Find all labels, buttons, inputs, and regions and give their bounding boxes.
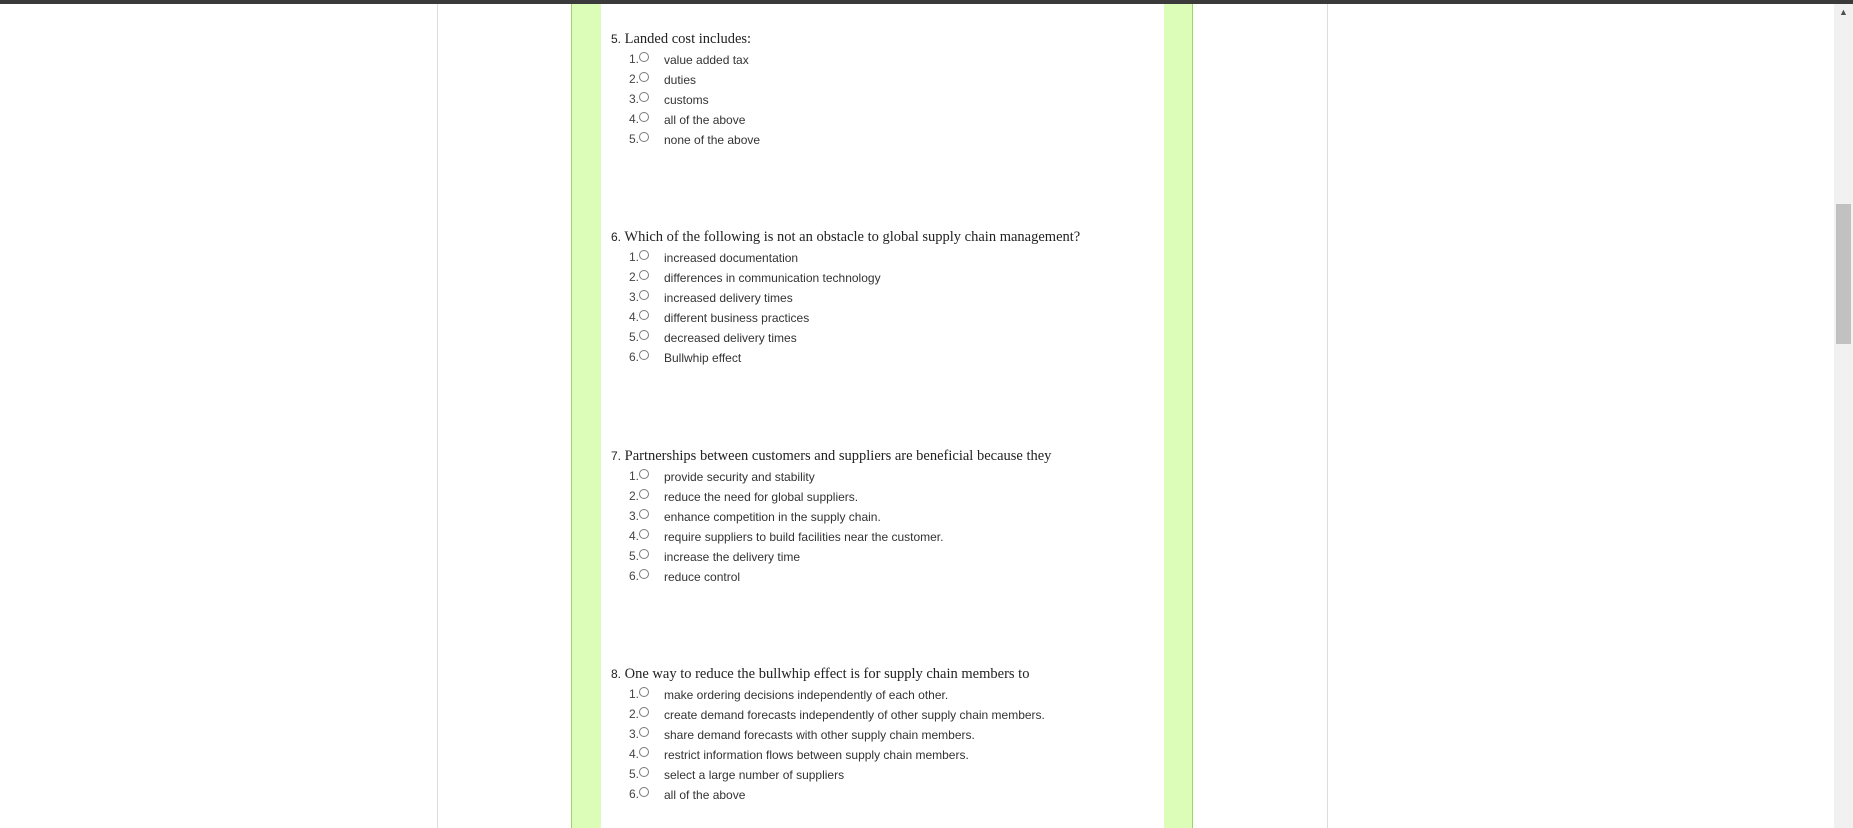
option-label[interactable]: restrict information flows between supply chain members. <box>664 748 969 762</box>
option-label[interactable]: require suppliers to build facilities near the customer. <box>664 530 944 544</box>
vertical-scrollbar[interactable] <box>1834 4 1853 828</box>
option-number: 6. <box>628 569 639 583</box>
option-number: 1. <box>628 250 639 264</box>
answer-option[interactable] <box>611 526 1051 546</box>
option-number: 3. <box>628 290 639 304</box>
radio-button[interactable] <box>639 707 649 717</box>
option-number: 1. <box>628 469 639 483</box>
option-label[interactable]: decreased delivery times <box>664 331 797 345</box>
question-text: One way to reduce the bullwhip effect is for supply chain members to <box>624 666 1030 682</box>
answer-option[interactable] <box>611 506 1051 526</box>
radio-button[interactable] <box>639 569 649 579</box>
option-number: 3. <box>628 509 639 523</box>
option-label[interactable]: customs <box>664 93 709 107</box>
question-number: 8. <box>611 667 622 681</box>
option-label[interactable]: value added tax <box>664 53 749 67</box>
option-label[interactable]: increase the delivery time <box>664 550 801 564</box>
answer-options <box>611 49 761 149</box>
question-5 <box>611 30 761 149</box>
option-label[interactable]: make ordering decisions independently of each other. <box>664 688 949 702</box>
option-number: 5. <box>628 330 639 344</box>
option-number: 4. <box>628 747 639 761</box>
green-column-left <box>571 4 601 828</box>
question-text: Partnerships between customers and suppliers are beneficial because they <box>624 448 1052 464</box>
radio-button[interactable] <box>639 310 649 320</box>
radio-button[interactable] <box>639 767 649 777</box>
option-number: 6. <box>628 787 639 801</box>
radio-button[interactable] <box>639 727 649 737</box>
answer-option[interactable] <box>611 704 1045 724</box>
question-text: Landed cost includes: <box>624 31 752 47</box>
answer-options <box>611 466 1051 586</box>
radio-button[interactable] <box>639 72 649 82</box>
answer-option[interactable] <box>611 486 1051 506</box>
question-8 <box>611 665 1045 804</box>
option-number: 1. <box>628 52 639 66</box>
answer-option[interactable] <box>611 764 1029 784</box>
option-label[interactable]: enhance competition in the supply chain. <box>664 510 881 524</box>
answer-option[interactable] <box>611 566 1051 586</box>
radio-button[interactable] <box>639 290 649 300</box>
option-label[interactable]: all of the above <box>664 788 746 802</box>
option-number: 1. <box>628 687 639 701</box>
option-label[interactable]: none of the above <box>664 133 761 147</box>
answer-option[interactable] <box>611 267 1080 287</box>
radio-button[interactable] <box>639 132 649 142</box>
option-label[interactable]: increased delivery times <box>664 291 793 305</box>
option-label[interactable]: provide security and stability <box>664 470 815 484</box>
green-column-right <box>1164 4 1193 828</box>
answer-option[interactable] <box>611 49 751 69</box>
option-number: 5. <box>628 549 639 563</box>
question-6 <box>611 228 1080 367</box>
answer-option[interactable] <box>611 684 1029 704</box>
radio-button[interactable] <box>639 489 649 499</box>
page-border-left <box>437 4 438 828</box>
answer-option[interactable] <box>611 347 1080 367</box>
answer-option[interactable] <box>611 129 761 149</box>
option-label[interactable]: all of the above <box>664 113 746 127</box>
top-bar <box>0 0 1853 4</box>
question-number: 5. <box>611 32 622 46</box>
option-number: 4. <box>628 529 639 543</box>
answer-option[interactable] <box>611 247 1080 267</box>
option-number: 2. <box>628 489 639 503</box>
answer-option[interactable] <box>611 466 1051 486</box>
option-label[interactable]: share demand forecasts with other supply chain members. <box>664 728 975 742</box>
option-number: 4. <box>628 112 639 126</box>
radio-button[interactable] <box>639 330 649 340</box>
answer-option[interactable] <box>611 287 1080 307</box>
radio-button[interactable] <box>639 469 649 479</box>
option-label[interactable]: differences in communication technology <box>664 271 881 285</box>
answer-option[interactable] <box>611 784 1029 804</box>
answer-options <box>611 247 1080 367</box>
question-number: 7. <box>611 449 622 463</box>
option-number: 2. <box>628 270 639 284</box>
radio-button[interactable] <box>639 747 649 757</box>
answer-option[interactable] <box>611 724 1029 744</box>
question-number: 6. <box>611 230 622 244</box>
option-number: 2. <box>628 707 639 721</box>
answer-option[interactable] <box>611 546 1051 566</box>
radio-button[interactable] <box>639 787 649 797</box>
scroll-up-arrow-icon[interactable]: ▲ <box>1839 7 1848 17</box>
option-label[interactable]: create demand forecasts independently of other supply chain members. <box>664 708 1045 722</box>
radio-button[interactable] <box>639 112 649 122</box>
answer-options <box>611 684 1045 804</box>
question-7 <box>611 447 1051 586</box>
radio-button[interactable] <box>639 529 649 539</box>
option-label[interactable]: reduce the need for global suppliers. <box>664 490 859 504</box>
option-number: 5. <box>628 132 639 146</box>
answer-option[interactable] <box>611 89 751 109</box>
option-number: 3. <box>628 92 639 106</box>
option-label[interactable]: increased documentation <box>664 251 799 265</box>
option-number: 5. <box>628 767 639 781</box>
option-label[interactable]: reduce control <box>664 570 741 584</box>
question-title <box>611 228 1080 246</box>
radio-button[interactable] <box>639 687 649 697</box>
question-title <box>611 447 1051 465</box>
scrollbar-thumb[interactable] <box>1836 204 1851 344</box>
radio-button[interactable] <box>639 250 649 260</box>
option-label[interactable]: select a large number of suppliers <box>664 768 845 782</box>
option-number: 6. <box>628 350 639 364</box>
radio-button[interactable] <box>639 270 649 280</box>
option-number: 3. <box>628 727 639 741</box>
radio-button[interactable] <box>639 549 649 559</box>
answer-option[interactable] <box>611 307 1080 327</box>
option-number: 4. <box>628 310 639 324</box>
option-number: 2. <box>628 72 639 86</box>
option-label[interactable]: duties <box>664 73 697 87</box>
question-title <box>611 30 751 48</box>
page-border-right <box>1327 4 1328 828</box>
question-text: Which of the following is not an obstacle to global supply chain management? <box>624 229 1081 245</box>
answer-option[interactable] <box>611 327 1080 347</box>
radio-button[interactable] <box>639 92 649 102</box>
option-label[interactable]: Bullwhip effect <box>664 351 742 365</box>
radio-button[interactable] <box>639 350 649 360</box>
radio-button[interactable] <box>639 509 649 519</box>
answer-option[interactable] <box>611 69 751 89</box>
option-label[interactable]: different business practices <box>664 311 810 325</box>
answer-option[interactable] <box>611 744 1029 764</box>
radio-button[interactable] <box>639 52 649 62</box>
answer-option[interactable] <box>611 109 751 129</box>
question-title <box>611 665 1029 683</box>
